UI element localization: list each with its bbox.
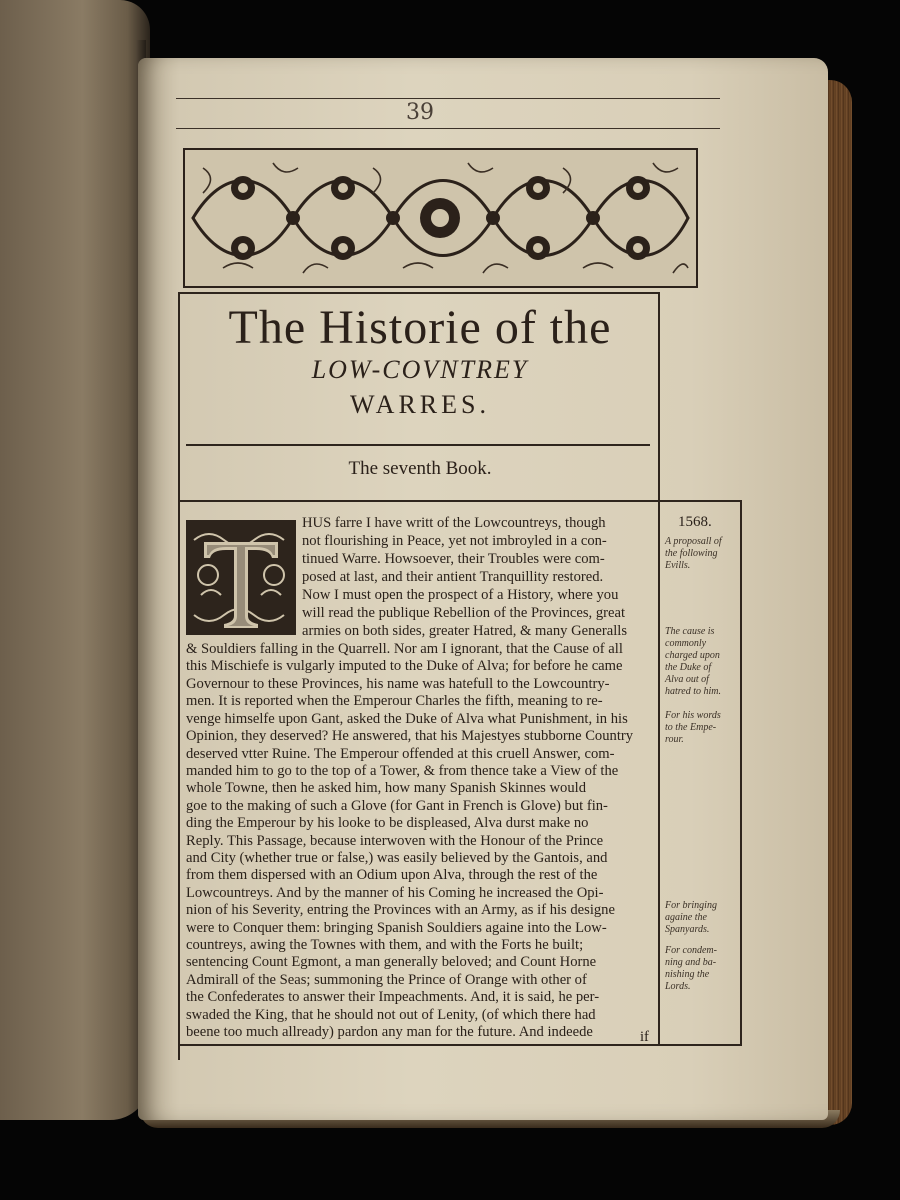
title-frame-top [178,292,660,294]
body-line: this Mischiefe is vulgarly imputed to the Duke of Alva; for before he came [186,658,623,675]
body-line: whole Towne, then he asked him, how many Spanish Skinnes would [186,780,586,797]
book-subtitle-2: WARRES. [350,390,490,419]
margin-year: 1568. [678,514,712,530]
page-number: 39 [406,100,434,125]
body-line: Now I must open the prospect of a History, where you [302,587,619,603]
header-rule-bottom [176,128,720,129]
body-line: will read the publique Rebellion of the Provinces, great [302,605,626,621]
margin-note: For bringing againe the Spanyards. [665,900,717,935]
catchword: if [640,1029,649,1045]
body-line: Governour to these Provinces, his name was hatefull to the Lowcountry- [186,675,610,692]
margin-note: For his words to the Empe- rour. [665,710,721,745]
body-line: nion of his Severity, entring the Provinces with an Army, as if his designe [186,902,615,919]
body-line: Admirall of the Seas; summoning the Prince of Orange with other of [186,971,587,988]
ornamental-headpiece [183,148,698,288]
book-label-rule [178,500,742,502]
margin-note: The cause is commonly charged upon the Duke of Alva out of hatred to him. [665,626,722,697]
bottom-rule [178,1044,742,1046]
body-line: HUS farre I have writt of the Lowcountreys, though [302,515,606,531]
body-line: not flourishing in Peace, yet not imbroyled in a con- [302,533,607,549]
body-line: Reply. This Passage, because interwoven with the Honour of the Prince [186,832,604,849]
header-rule-top [176,98,720,99]
body-line: countreys, awing the Townes with them, and with the Forts he built; [186,937,584,953]
margin-note: A proposall of the following Evills. [665,536,722,571]
left-page [0,0,150,1120]
body-line: and City (whether true or false,) was easily believed by the Gantois, and [186,849,608,866]
body-line: Opinion, they deserved? He answered, that his Majestyes stubborne Country [186,728,634,744]
body-line: deserved vtter Ruine. The Emperour offended at this cruell Answer, com- [186,745,615,762]
body-line: & Souldiers falling in the Quarrell. Nor am I ignorant, that the Cause of all [186,641,623,657]
book-subtitle: LOW-COVNTREY [311,355,529,384]
body-line: from them dispersed with an Odium upon Alva, through the rest of the [186,867,598,884]
body-line: armies on both sides, greater Hatred, & many Generalls [302,623,628,639]
drop-cap-initial [186,520,296,635]
body-line: venge himselfe upon Gant, asked the Duke of Alva what Punishment, in his [186,710,628,727]
title-rule [186,444,650,446]
body-line: men. It is reported when the Emperour Charles the fifth, meaning to re- [186,693,603,710]
body-line: were to Conquer them: bringing Spanish Souldiers againe into the Low- [186,919,607,936]
book-number-label: The seventh Book. [348,458,492,479]
body-line: ding the Emperour by his looke to be displeased, Alva durst make no [186,815,589,832]
book-title: The Historie of the [228,301,612,354]
margin-note: For condem- ning and ba- nishing the Lords. [665,945,717,992]
body-line: goe to the making of such a Glove (for Gant in French is Glove) but fin- [186,797,608,814]
body-line: beene too much allready) pardon any man for the future. And indeede [186,1024,593,1040]
body-line: manded him to go to the top of a Tower, & from thence take a View of the [186,762,619,779]
body-line: swaded the King, that he should not out of Lenity, (of which there had [186,1006,596,1023]
body-line: tinued Warre. Howsoever, their Troubles were com- [302,551,605,567]
body-line: posed at last, and their antient Tranquillity restored. [302,569,604,585]
body-line: the Confederates to answer their Impeachments. And, it is said, he per- [186,989,600,1006]
frame-margin-right [740,500,742,1044]
body-line: Lowcountreys. And by the manner of his Coming he increased the Opi- [186,884,604,901]
body-line: sentencing Count Egmont, a man generally beloved; and Count Horne [186,954,597,971]
